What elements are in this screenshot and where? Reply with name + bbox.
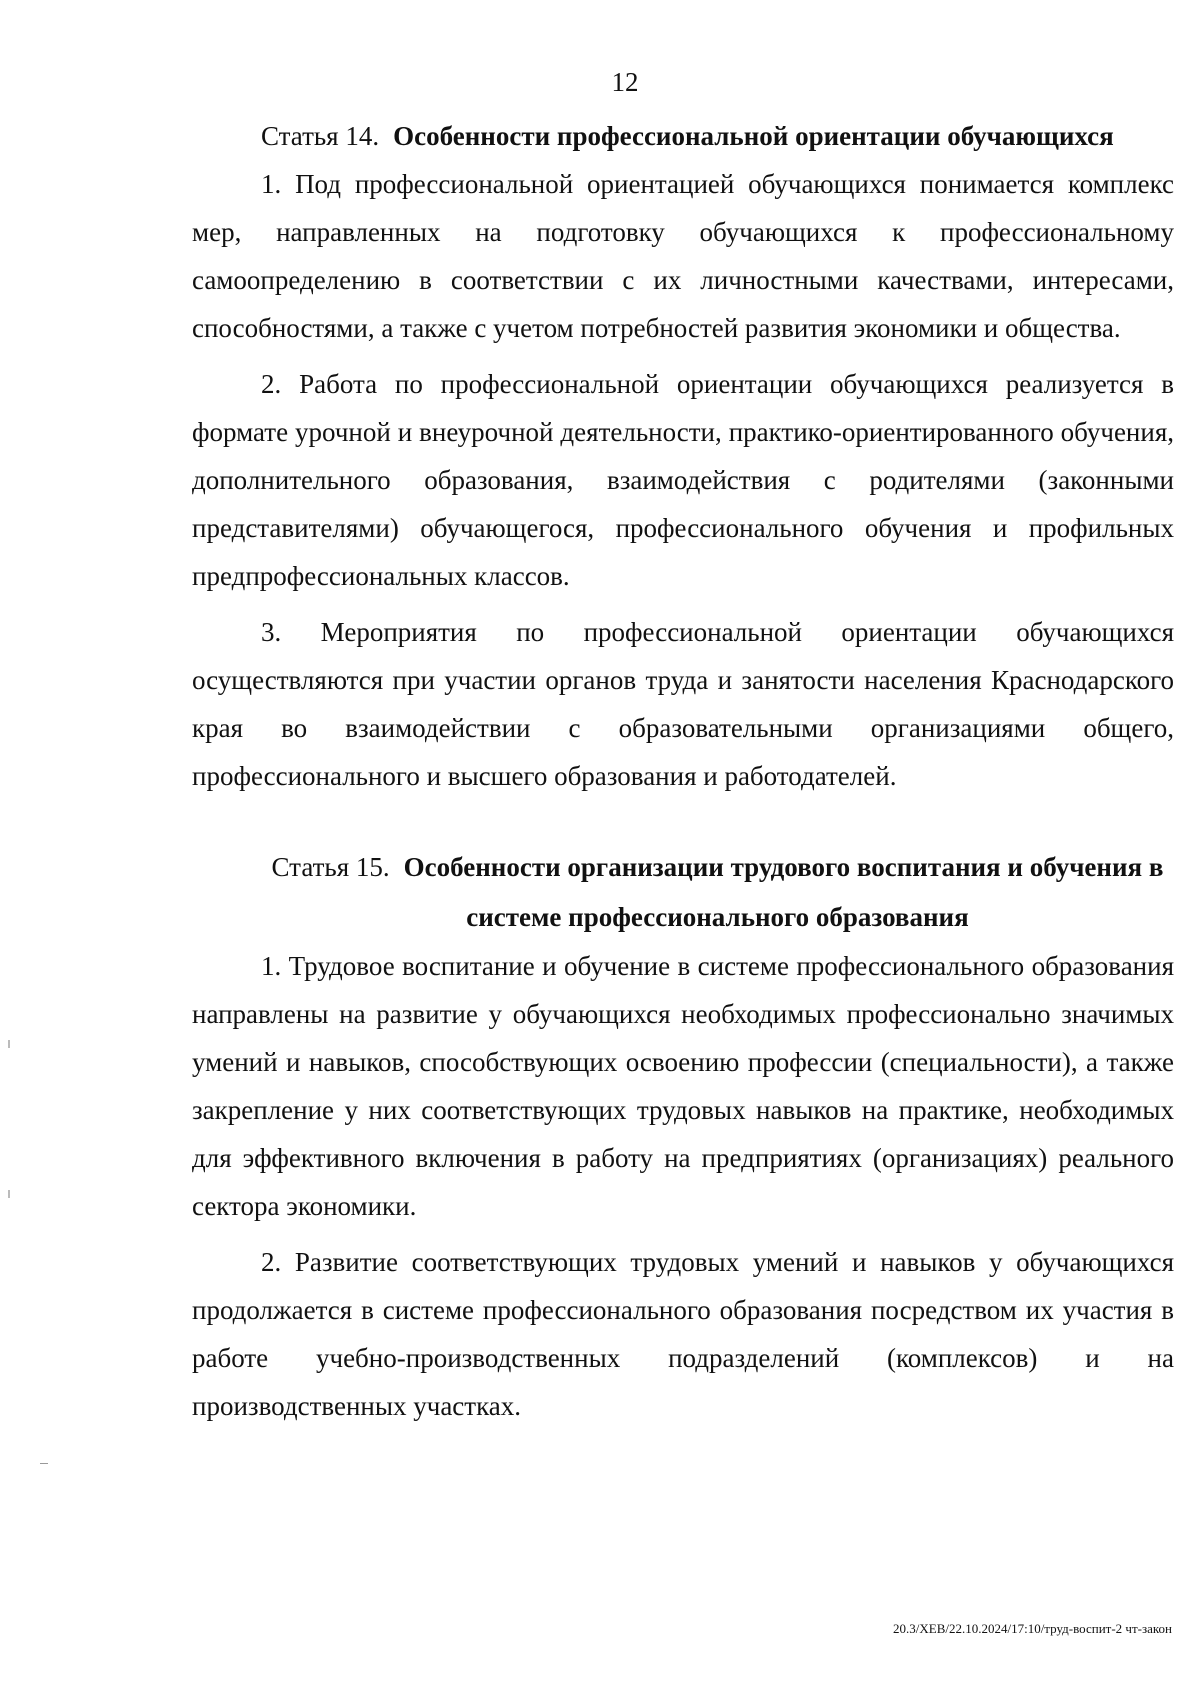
article-14-title: Особенности профессиональной ориентации обучающихся bbox=[393, 121, 1114, 151]
scan-margin-mark bbox=[8, 1040, 10, 1048]
article-15-label: Статья 15. bbox=[271, 852, 390, 882]
article-14-heading bbox=[192, 112, 1174, 160]
article-14-label: Статья 14. bbox=[261, 121, 380, 151]
article-14-paragraph-1: 1. Под профессиональной ориентацией обучающихся понимается комплекс мер, направленных на подготовку обучающихся к профессиональному самоопределению в соответствии с их личностными качествами, интересами, способностями, а также с учетом потребностей развития экономики и общества. bbox=[192, 169, 1174, 343]
article-15-title: Особенности организации трудового воспитания и обучения в системе профессионального образования bbox=[403, 852, 1164, 932]
page-number: 12 bbox=[611, 67, 639, 97]
scan-margin-dash bbox=[40, 1463, 48, 1464]
article-14-paragraph-2: 2. Работа по профессиональной ориентации обучающихся реализуется в формате урочной и внеурочной деятельности, практико-ориентированного обучения, дополнительного образования, взаимодействия с родителями (законными представителями) обучающегося, профессионального обучения и профильных предпрофессиональных классов. bbox=[192, 369, 1174, 591]
article-15-paragraph-1: 1. Трудовое воспитание и обучение в системе профессионального образования направлены на развитие у обучающихся необходимых профессионально значимых умений и навыков, способствующих освоению профессии (специальности), а также закрепление у них соответствующих трудовых навыков на практике, необходимых для эффективного включения в работу на предприятиях (организациях) реального сектора экономики. bbox=[192, 951, 1174, 1221]
scan-margin-mark bbox=[8, 1190, 10, 1198]
article-14-paragraph-3: 3. Мероприятия по профессиональной ориентации обучающихся осуществляются при участии органов труда и занятости населения Краснодарского края во взаимодействии с образовательными организациями общего, профессионального и высшего образования и работодателей. bbox=[192, 617, 1174, 791]
article-15-heading bbox=[192, 842, 1174, 942]
document-body bbox=[192, 112, 1174, 1438]
document-footer-code: 20.3/ХЕВ/22.10.2024/17:10/труд-воспит-2 чт-закон bbox=[893, 1621, 1172, 1636]
article-15-paragraph-2: 2. Развитие соответствующих трудовых умений и навыков у обучающихся продолжается в системе профессионального образования посредством их участия в работе учебно-производственных подразделений (комплексов) и на производственных участках. bbox=[192, 1247, 1174, 1421]
